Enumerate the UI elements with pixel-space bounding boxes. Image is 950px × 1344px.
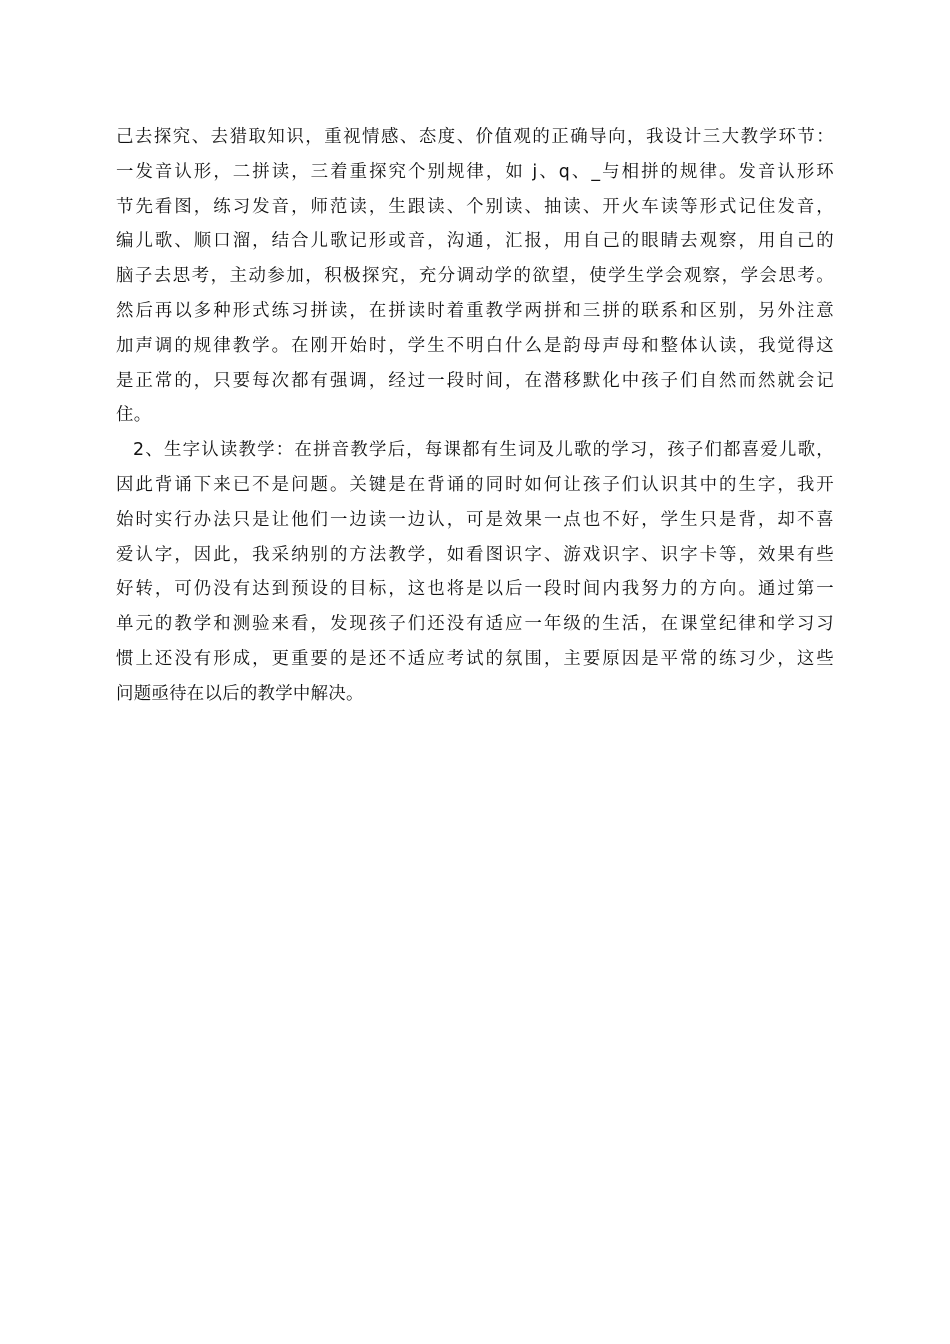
- text-line: 始时实行办法只是让他们一边读一边认，可是效果一点也不好，学生只是背，却不喜: [116, 509, 834, 530]
- text-line: 加声调的规律教学。在刚开始时，学生不明白什么是韵母声母和整体认读，我觉得这: [116, 335, 834, 356]
- text-line: 己去探究、去猎取知识，重视情感、态度、价值观的正确导向，我设计三大教学环节：: [116, 127, 834, 147]
- text-line: 然后再以多种形式练习拼读，在拼读时着重教学两拼和三拼的联系和区别，另外注意: [116, 300, 834, 321]
- text-line: 2、生字认读教学：在拼音教学后，每课都有生词及儿歌的学习，孩子们都喜爱儿歌，: [133, 440, 834, 461]
- text-line: 编儿歌、顺口溜，结合儿歌记形或音，沟通，汇报，用自己的眼睛去观察，用自己的: [116, 231, 834, 252]
- text-line: 问题亟待在以后的教学中解决。: [116, 683, 364, 704]
- text-line: 一发音认形，二拼读，三着重探究个别规律，如 j、q、_与相拼的规律。发音认形环: [116, 161, 834, 182]
- text-line: 爱认字，因此，我采纳别的方法教学，如看图识字、游戏识字、识字卡等，效果有些: [116, 544, 834, 565]
- document-body: [116, 120, 834, 712]
- paragraph-pinyin-teaching: [116, 120, 834, 433]
- text-line: 住。: [116, 405, 152, 426]
- text-line: 单元的教学和测验来看，发现孩子们还没有适应一年级的生活，在课堂纪律和学习习: [116, 614, 834, 635]
- text-line: 因此背诵下来已不是问题。关键是在背诵的同时如何让孩子们认识其中的生字，我开: [116, 474, 834, 495]
- text-line: 节先看图，练习发音，师范读，生跟读、个别读、抽读、开火车读等形式记住发音，: [116, 196, 834, 217]
- text-line: 是正常的，只要每次都有强调，经过一段时间，在潜移默化中孩子们自然而然就会记: [116, 370, 834, 391]
- text-line: 好转，可仍没有达到预设的目标，这也将是以后一段时间内我努力的方向。通过第一: [116, 579, 834, 600]
- text-line: 惯上还没有形成，更重要的是还不适应考试的氛围，主要原因是平常的练习少，这些: [116, 648, 834, 669]
- paragraph-character-reading: [116, 433, 834, 711]
- text-line: 脑子去思考，主动参加，积极探究，充分调动学的欲望，使学生学会观察，学会思考。: [116, 266, 834, 287]
